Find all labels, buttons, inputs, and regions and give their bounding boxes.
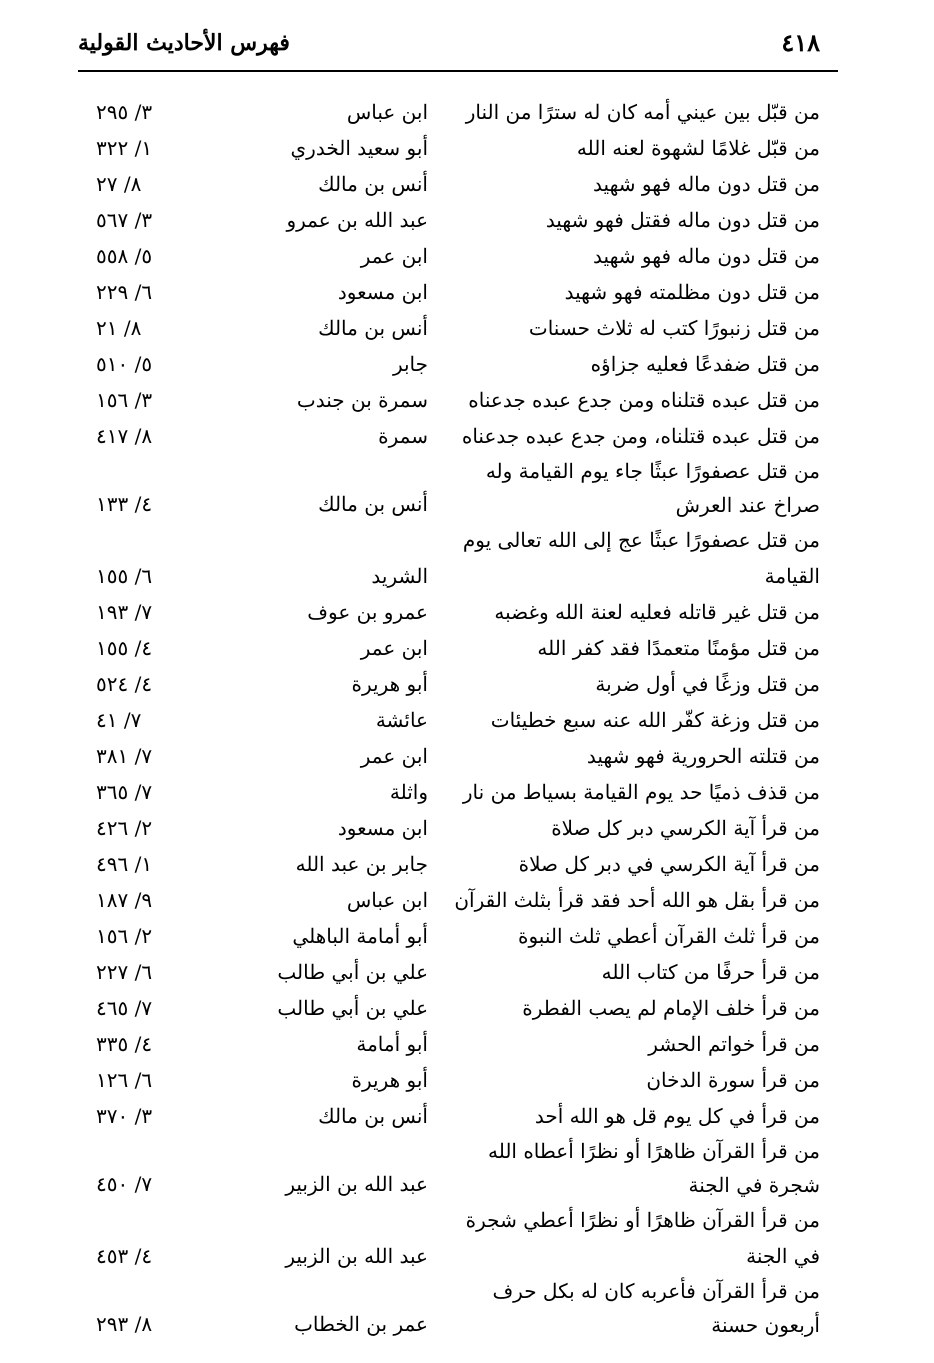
hadith-text: من قتل دون ماله فهو شهيد — [593, 244, 820, 268]
hadith-text: من قرأ القرآن ظاهرًا أو نظرًا أعطاه الله شجرة في الجنة — [487, 1139, 820, 1197]
index-row — [78, 954, 838, 990]
index-row — [78, 882, 838, 918]
index-row — [78, 418, 838, 454]
volume-page-reference: ٦/ ٢٢٩ — [96, 280, 153, 304]
index-row — [78, 274, 838, 310]
hadith-text: من قبّل بين عيني أمه كان له سترًا من النار — [465, 100, 820, 124]
index-row — [78, 594, 838, 630]
index-row — [78, 130, 838, 166]
header-title: فهرس الأحاديث القولية — [78, 30, 290, 56]
narrator-name: أنس بن مالك — [318, 316, 428, 340]
index-row — [78, 630, 838, 666]
volume-page-reference: ٧/ ٤٦٥ — [96, 996, 153, 1020]
narrator-name: ابن مسعود — [337, 816, 428, 840]
narrator-name: سمرة — [378, 424, 428, 448]
volume-page-reference: ٦/ ١٥٥ — [96, 564, 153, 588]
hadith-text: من قتل عصفورًا عبثًا عج إلى الله تعالى يوم القيامة — [462, 528, 820, 588]
volume-page-reference: ٧/ ٣٦٥ — [96, 780, 153, 804]
volume-page-reference: ٣/ ٢٩٥ — [96, 100, 153, 124]
narrator-name: أنس بن مالك — [318, 492, 428, 516]
index-row — [78, 166, 838, 202]
narrator-name: أنس بن مالك — [318, 172, 428, 196]
hadith-text: من قرأ بقل هو الله أحد فقد قرأ بثلث القرآن — [454, 888, 820, 912]
volume-page-reference: ٩/ ١٨٧ — [96, 888, 153, 912]
page-header — [78, 24, 838, 72]
hadith-text: من قرأ ثلث القرآن أعطي ثلث النبوة — [517, 924, 820, 948]
volume-page-reference: ٧/ ٤٥٠ — [96, 1172, 153, 1196]
volume-page-reference: ١/ ٤٩٦ — [96, 852, 153, 876]
index-row — [78, 702, 838, 738]
index-row — [78, 1098, 838, 1134]
narrator-name: أبو هريرة — [351, 1068, 428, 1092]
volume-page-reference: ٣/ ٣٧٠ — [96, 1104, 153, 1128]
volume-page-reference: ٨/ ٢٩٣ — [96, 1312, 153, 1336]
narrator-name: عبد الله بن عمرو — [286, 208, 428, 232]
hadith-text: من قرأ حرفًا من كتاب الله — [601, 960, 820, 984]
index-row — [78, 846, 838, 882]
hadith-text: من قبّل غلامًا لشهوة لعنه الله — [576, 136, 820, 160]
volume-page-reference: ٢/ ١٥٦ — [96, 924, 153, 948]
narrator-name: عائشة — [375, 708, 428, 732]
narrator-name: علي بن أبي طالب — [277, 960, 428, 984]
volume-page-reference: ٤/ ٤٥٣ — [96, 1244, 153, 1268]
narrator-name: ابن عمر — [360, 744, 428, 768]
narrator-name: عبد الله بن الزبير — [285, 1244, 428, 1268]
index-row — [78, 1274, 838, 1342]
narrator-name: جابر بن عبد الله — [295, 852, 428, 876]
narrator-name: ابن مسعود — [337, 280, 428, 304]
hadith-text: من قتل عبده قتلناه، ومن جدع عبده جدعناه — [461, 424, 820, 448]
narrator-name: سمرة بن جندب — [296, 388, 428, 412]
index-row — [78, 738, 838, 774]
narrator-name: أبو سعيد الخدري — [290, 136, 428, 160]
volume-page-reference: ٧/ ٤١ — [96, 708, 142, 732]
index-row — [78, 310, 838, 346]
index-row — [78, 774, 838, 810]
index-row — [78, 918, 838, 954]
hadith-text: من قرأ في كل يوم قل هو الله أحد — [534, 1104, 820, 1128]
hadith-text: من قتل عصفورًا عبثًا جاء يوم القيامة وله صراخ عند العرش — [485, 459, 820, 517]
narrator-name: ابن عمر — [360, 636, 428, 660]
hadith-text: من قرأ سورة الدخان — [646, 1068, 820, 1092]
hadith-text: من قذف ذميًا حد يوم القيامة بسياط من نار — [462, 780, 820, 804]
hadith-text: من قتل عبده قتلناه ومن جدع عبده جدعناه — [468, 388, 820, 412]
index-row — [78, 346, 838, 382]
narrator-name: ابن عباس — [346, 888, 428, 912]
hadith-text: من قتل وزغة كفّر الله عنه سبع خطيئات — [490, 708, 820, 732]
volume-page-reference: ٥/ ٥٥٨ — [96, 244, 153, 268]
narrator-name: علي بن أبي طالب — [277, 996, 428, 1020]
hadith-text: من قتل غير قاتله فعليه لعنة الله وغضبه — [494, 600, 820, 624]
hadith-text: من قرأ آية الكرسي دبر كل صلاة — [551, 816, 820, 840]
narrator-name: عبد الله بن الزبير — [285, 1172, 428, 1196]
hadith-text: من قرأ خلف الإمام لم يصب الفطرة — [522, 996, 820, 1020]
volume-page-reference: ١/ ٣٢٢ — [96, 136, 153, 160]
index-row — [78, 1134, 838, 1202]
hadith-text: من قتل دون ماله فهو شهيد — [593, 172, 820, 196]
narrator-name: عمر بن الخطاب — [294, 1312, 428, 1336]
narrator-name: أبو هريرة — [351, 672, 428, 696]
narrator-name: جابر — [392, 352, 428, 376]
narrator-name: الشريد — [371, 564, 428, 588]
hadith-text: من قتل دون مظلمته فهو شهيد — [564, 280, 820, 304]
narrator-name: عمرو بن عوف — [307, 600, 428, 624]
index-row — [78, 666, 838, 702]
hadith-text: من قرأ القرآن ظاهرًا أو نظرًا أعطي شجرة في الجنة — [465, 1208, 820, 1268]
index-page — [78, 24, 838, 1344]
index-row — [78, 1202, 838, 1274]
volume-page-reference: ٢/ ٤٢٦ — [96, 816, 153, 840]
hadith-text: من قتلته الحرورية فهو شهيد — [586, 744, 820, 768]
volume-page-reference: ٣/ ١٥٦ — [96, 388, 153, 412]
index-row — [78, 238, 838, 274]
hadith-index-list — [78, 94, 838, 1342]
volume-page-reference: ٨/ ٢١ — [96, 316, 142, 340]
index-row — [78, 454, 838, 522]
page-number: ٤١٨ — [781, 28, 820, 57]
hadith-text: من قتل دون ماله فقتل فهو شهيد — [545, 208, 820, 232]
volume-page-reference: ٤/ ١٣٣ — [96, 492, 153, 516]
hadith-text: من قتل وزغًا في أول ضربة — [595, 672, 820, 696]
narrator-name: أبو أمامة الباهلي — [292, 924, 428, 948]
narrator-name: ابن عمر — [360, 244, 428, 268]
index-row — [78, 1026, 838, 1062]
index-row — [78, 382, 838, 418]
volume-page-reference: ٦/ ١٢٦ — [96, 1068, 153, 1092]
index-row — [78, 1062, 838, 1098]
hadith-text: من قرأ آية الكرسي في دبر كل صلاة — [518, 852, 820, 876]
volume-page-reference: ٨/ ٢٧ — [96, 172, 142, 196]
volume-page-reference: ٨/ ٤١٧ — [96, 424, 153, 448]
narrator-name: أبو أمامة — [356, 1032, 428, 1056]
hadith-text: من قرأ خواتم الحشر — [648, 1032, 820, 1056]
narrator-name: واثلة — [389, 780, 428, 804]
index-row — [78, 810, 838, 846]
hadith-text: من قرأ القرآن فأعربه كان له بكل حرف أربعون حسنة — [492, 1279, 820, 1337]
index-row — [78, 990, 838, 1026]
hadith-text: من قتل مؤمنًا متعمدًا فقد كفر الله — [537, 636, 820, 660]
index-row — [78, 202, 838, 238]
volume-page-reference: ٣/ ٥٦٧ — [96, 208, 153, 232]
volume-page-reference: ٤/ ٣٣٥ — [96, 1032, 153, 1056]
volume-page-reference: ٧/ ٣٨١ — [96, 744, 153, 768]
volume-page-reference: ٤/ ١٥٥ — [96, 636, 153, 660]
narrator-name: أنس بن مالك — [318, 1104, 428, 1128]
volume-page-reference: ٦/ ٢٢٧ — [96, 960, 153, 984]
index-row — [78, 94, 838, 130]
hadith-text: من قتل ضفدعًا فعليه جزاؤه — [590, 352, 820, 376]
volume-page-reference: ٤/ ٥٢٤ — [96, 672, 153, 696]
narrator-name: ابن عباس — [346, 100, 428, 124]
volume-page-reference: ٥/ ٥١٠ — [96, 352, 153, 376]
index-row — [78, 522, 838, 594]
volume-page-reference: ٧/ ١٩٣ — [96, 600, 153, 624]
hadith-text: من قتل زنبورًا كتب له ثلاث حسنات — [528, 316, 820, 340]
